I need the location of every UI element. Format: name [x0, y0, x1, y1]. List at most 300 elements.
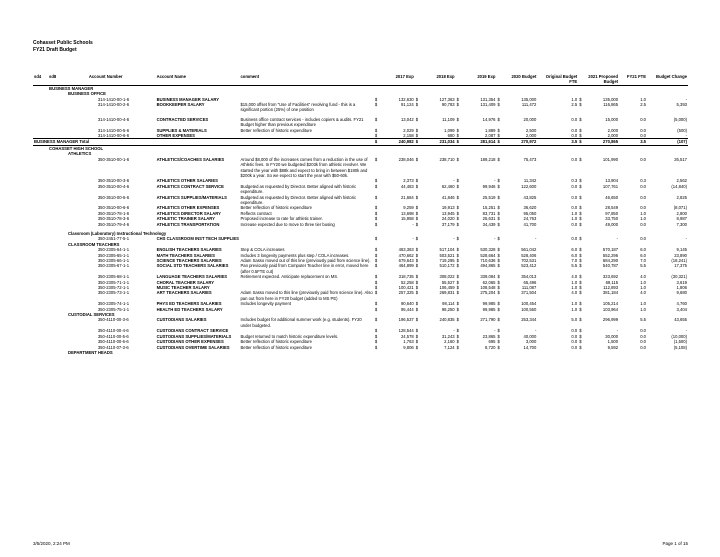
2018-exp: 308,022 [439, 274, 455, 280]
currency-symbol: $ [374, 328, 378, 334]
currency-symbol: $ [415, 247, 419, 253]
currency-symbol: $ [374, 127, 378, 133]
account-name: CHORAL TEACHER SALARY [156, 279, 215, 285]
currency-symbol: $ [415, 96, 419, 102]
sd8-cell [48, 157, 88, 179]
currency-symbol: $ [456, 210, 459, 216]
table-row [33, 317, 688, 328]
2019-exp-cell [456, 183, 500, 195]
currency-symbol: $ [415, 139, 419, 145]
fy21-fte: 0.0 [640, 183, 647, 189]
2017-exp: 470,662 [398, 252, 414, 258]
col-comment: comment [240, 74, 260, 79]
sd4-cell [33, 102, 48, 113]
budget-change: 9,680 [676, 290, 687, 296]
account-number: 350-2305-68-1-1 [97, 274, 130, 280]
budget-change: 26,517 [674, 156, 687, 162]
section-label: COHASSET HIGH SCHOOL [49, 145, 104, 151]
currency-symbol: $ [579, 285, 582, 291]
currency-symbol: $ [497, 133, 500, 139]
currency-symbol: $ [497, 210, 500, 216]
budget-change: (1,500) [673, 339, 687, 345]
original-budget-fte: 0.0 [571, 156, 578, 162]
currency-symbol: $ [497, 252, 500, 258]
budget-change: 4,760 [676, 301, 687, 307]
section-label: ATHLETICS [68, 151, 92, 157]
2018-exp: - [453, 328, 455, 334]
original-budget-fte: 1.0 [571, 216, 578, 222]
2019-exp: 14,976 [482, 116, 496, 122]
2019-exp: 695 [488, 339, 496, 345]
comment: Increase expected due to move to three tier busing [240, 221, 335, 227]
currency-symbol: $ [579, 194, 582, 200]
currency-symbol: $ [456, 339, 459, 345]
budget-change: 9,145 [676, 247, 687, 253]
total-budget-change: (107) [647, 139, 688, 145]
sd4-cell [33, 184, 48, 195]
currency-symbol: $ [456, 306, 459, 312]
currency-symbol: $ [456, 247, 459, 253]
currency-symbol: $ [415, 210, 419, 216]
account-number: 350-2305-67-1-1 [97, 263, 130, 269]
2019-exp: 108,548 [480, 285, 496, 291]
budget-change: (500) [677, 127, 687, 133]
section-label: CUSTODIAL SERVICES [68, 312, 115, 318]
currency-symbol: $ [374, 290, 378, 296]
2019-exp: 189,218 [480, 156, 496, 162]
account-name: CUSTODIANS CONTRACT SERVICE [156, 328, 229, 334]
2019-exp: 530,328 [480, 247, 496, 253]
2021-proposed-budget: 13,904 [605, 178, 619, 184]
comment: Better reflection of historic expenditure [240, 344, 312, 350]
currency-symbol: $ [374, 210, 378, 216]
2021-proposed-budget: 684,290 [602, 258, 619, 263]
2019-exp: 710,636 [480, 258, 496, 263]
comment: Retirement expected. Anticipate replacement on MS. [240, 274, 339, 280]
currency-symbol: $ [497, 221, 500, 227]
currency-symbol: $ [579, 210, 582, 216]
table-row [33, 263, 688, 274]
2017-exp: 44,483 [400, 183, 414, 189]
account-name: MUSIC TEACHER SALARY [156, 285, 210, 291]
2020-budget: 111,087 [521, 285, 537, 291]
currency-symbol: $ [579, 139, 582, 145]
2021-proposed-budget: 9,592 [607, 344, 619, 350]
fy21-fte: 4.0 [640, 274, 647, 280]
currency-symbol: $ [415, 216, 419, 222]
currency-symbol: $ [579, 328, 582, 334]
2018-exp-cell [415, 157, 456, 179]
comment: Includes budget for additional summer work (e.g. students). FY20 under budgeted. [240, 317, 362, 328]
2017-exp: 52,258 [400, 279, 414, 285]
account-name: HEALTH ED TEACHERS SALARY [156, 306, 223, 312]
2021-proposed-budget: 570,187 [602, 247, 619, 253]
account-number: 350-2305-65-1-1 [97, 252, 130, 258]
2021-proposed-budget: 15,000 [605, 116, 619, 122]
2017-exp: 100,421 [398, 285, 414, 291]
account-name: SOCIAL STD TEACHERS SALARIES [156, 263, 229, 269]
budget-change: (18,241) [671, 258, 687, 263]
currency-symbol: $ [497, 333, 500, 339]
account-name: SCIENCE TEACHERS SALARIES [156, 258, 222, 263]
comment: Around $8,000 of the increases comes from a reduction in the use of Athletic fees. In FY20 we budgeted $203k from athletic revolver. We started the year with $88k and expect to bring in between $180k and $200k a year. So we expect to start the year with $50-60k. [240, 156, 368, 178]
account-number: 314-1410-00-4-6 [97, 116, 130, 122]
col-original-budget-fte: Original Budget FTE [545, 74, 578, 85]
account-number: 350-3510-00-1-6 [97, 156, 130, 162]
currency-symbol: $ [456, 183, 459, 189]
currency-symbol: $ [497, 328, 500, 334]
currency-symbol: $ [415, 258, 419, 263]
currency-symbol: $ [415, 263, 419, 269]
original-budget-fte: 0.0 [571, 205, 578, 211]
2017-exp: 238,046 [398, 156, 414, 162]
2019-exp: 528,664 [480, 252, 496, 258]
2020-budget: - [534, 236, 537, 242]
currency-symbol: $ [456, 328, 459, 334]
account-name: CONTRACTED SERVICES [156, 116, 209, 122]
2017-exp: 95,444 [400, 306, 414, 312]
table-row [33, 157, 688, 179]
fy21-fte: 1.0 [640, 210, 647, 216]
original-budget-fte: 0.0 [571, 221, 578, 227]
2018-exp-cell [415, 195, 456, 206]
2018-exp: 98,114 [442, 301, 455, 307]
fy21-fte: 1.0 [640, 301, 647, 307]
sd8-cell [48, 195, 88, 206]
original-budget-fte: 7.0 [571, 258, 578, 263]
currency-symbol: $ [497, 178, 500, 184]
fy21-fte: 0.0 [640, 156, 647, 162]
2017-exp-cell [374, 184, 415, 195]
2019-exp: 23,865 [482, 333, 496, 339]
fy21-fte: 0.0 [640, 205, 647, 211]
original-budget-fte: 6.0 [571, 247, 578, 253]
2018-exp-cell [415, 263, 456, 274]
fy21-fte: 1.0 [640, 279, 647, 285]
2019-exp-cell [456, 317, 500, 328]
currency-symbol: $ [415, 333, 419, 339]
account-name: ENGLISH TEACHERS SALARIES [156, 247, 222, 253]
currency-symbol: $ [456, 274, 459, 280]
2018-exp: 31,243 [441, 333, 455, 339]
currency-symbol: $ [497, 274, 500, 280]
2018-exp-cell [415, 117, 456, 128]
2019-exp: 339,084 [480, 274, 496, 280]
2019-exp: 83,731 [482, 210, 496, 216]
original-budget-fte: 1.0 [571, 301, 578, 307]
currency-symbol: $ [497, 236, 500, 242]
comment: Step & COLA increases [240, 247, 285, 253]
2017-exp: 2,158 [403, 133, 414, 139]
sd4-cell [33, 117, 48, 128]
2019-exp: 34,439 [482, 221, 496, 227]
currency-symbol: $ [374, 194, 378, 200]
2018-exp: 2,160 [444, 339, 455, 345]
account-name: ATHLETICS SUPPLIES/MATERIALS [156, 194, 227, 200]
2020-budget: 100,454 [521, 301, 537, 307]
2019-exp-cell [456, 263, 500, 274]
original-budget-fte: 1.0 [571, 96, 578, 102]
2017-exp: 21,684 [400, 194, 414, 200]
currency-symbol: $ [456, 333, 459, 339]
original-budget-fte: 1.0 [571, 279, 578, 285]
account-number: 350-2305-73-1-1 [97, 290, 130, 296]
currency-symbol: $ [497, 247, 500, 253]
original-budget-fte: 1.0 [571, 306, 578, 312]
fy21-fte: 1.0 [640, 96, 647, 102]
budget-change: 7,300 [676, 221, 687, 227]
2017-exp: 1,763 [403, 339, 414, 345]
section-label: Classroom (Laboratory) Instructional Technology [68, 230, 167, 236]
account-name: ATHLETIC TRAINER SALARY [156, 216, 215, 222]
currency-symbol: $ [456, 290, 459, 296]
fy21-fte: 7.0 [640, 258, 647, 263]
2021-proposed-budget: - [616, 236, 619, 242]
budget-change: (30,321) [671, 274, 687, 280]
2018-exp: 62,460 [441, 183, 455, 189]
currency-symbol: $ [579, 279, 582, 285]
budget-table [33, 74, 688, 355]
currency-symbol: $ [374, 333, 378, 339]
2021-proposed-budget: 107,761 [602, 183, 619, 189]
2020-budget-cell [496, 290, 537, 301]
account-number: 314-1410-00-2-6 [97, 102, 130, 108]
budget-change: - [685, 96, 687, 102]
2018-exp: 13,945 [441, 210, 455, 216]
fy21-fte: 1.0 [640, 285, 647, 291]
2021-proposed-budget: 103,964 [602, 306, 619, 312]
original-budget-fte: 0.0 [571, 183, 578, 189]
currency-symbol: $ [374, 263, 378, 269]
budget-rows [33, 85, 688, 355]
currency-symbol: $ [456, 263, 459, 269]
budget-change: 1,806 [676, 285, 687, 291]
currency-symbol: $ [374, 301, 378, 307]
fy21-fte: 6.0 [640, 247, 647, 253]
currency-symbol: $ [415, 178, 419, 184]
2017-exp: 90,640 [400, 301, 414, 307]
2019-exp: - [494, 236, 496, 242]
currency-symbol: $ [579, 116, 582, 122]
original-budget-fte: 0.0 [571, 116, 578, 122]
account-number: 350-2305-71-1-1 [97, 279, 130, 285]
2017-exp: 679,643 [398, 258, 414, 263]
2020-budget: 122,600 [521, 183, 537, 189]
budget-change: 43,655 [674, 317, 687, 323]
currency-symbol: $ [374, 216, 378, 222]
2020-budget-cell [496, 317, 537, 328]
2019-exp-cell [456, 194, 500, 206]
original-budget-fte: 0.0 [571, 339, 578, 345]
2018-exp: 7,124 [444, 344, 455, 350]
currency-symbol: $ [579, 301, 582, 307]
2020-budget-cell [496, 184, 537, 195]
2017-exp: 9,259 [403, 205, 414, 211]
currency-symbol: $ [456, 139, 459, 145]
account-number: 350-3510-00-6-6 [97, 205, 130, 211]
currency-symbol: $ [415, 221, 419, 227]
comment: Budgeted as requested by Director. Better aligned with historic expenditure. [240, 183, 357, 195]
currency-symbol: $ [415, 194, 419, 200]
account-name: ATHLETICS DIRECTOR SALARY [156, 210, 221, 216]
2021-proposed-budget: 112,893 [603, 285, 619, 291]
budget-change: (5,000) [673, 116, 687, 122]
2020-budget: 20,000 [523, 116, 537, 122]
2021-proposed-budget: 46,650 [605, 194, 619, 200]
2020-budget: 253,344 [521, 317, 537, 323]
currency-symbol: $ [579, 96, 582, 102]
2021-proposed-budget: 116,865 [603, 102, 619, 108]
currency-symbol: $ [415, 306, 419, 312]
fy21-fte: 0.0 [640, 328, 647, 334]
2019-exp: 275,204 [480, 290, 496, 296]
fy21-fte: 0.0 [640, 133, 647, 139]
2020-budget-cell [496, 102, 537, 113]
report-header [33, 40, 93, 54]
2019-exp: 25,519 [482, 194, 496, 200]
account-name: MATH TEACHERS SALARIES [156, 252, 215, 258]
total-original-fte: 3.5 [537, 139, 578, 145]
2017-exp-cell [374, 317, 415, 328]
account-number: 350-2305-74-1-1 [97, 301, 130, 307]
currency-symbol: $ [497, 290, 500, 296]
fy21-fte: 0.0 [640, 236, 647, 242]
original-budget-fte: 5.5 [571, 263, 578, 269]
fy21-fte: 0.0 [640, 116, 647, 122]
2018-exp: 127,363 [439, 96, 455, 102]
budget-change: 23,890 [674, 252, 687, 258]
comment: Business office contract services - includes copiers & audits. FY21 Budget higher than previous expenditure [240, 116, 364, 128]
currency-symbol: $ [497, 194, 500, 200]
section-label: BUSINESS OFFICE [68, 91, 106, 97]
budget-change: - [685, 328, 687, 334]
original-budget-fte: 0.0 [571, 328, 578, 334]
currency-symbol: $ [415, 301, 419, 307]
currency-symbol: $ [579, 178, 582, 184]
2021-proposed-budget: 101,990 [602, 156, 619, 162]
section-row [33, 350, 688, 355]
account-name: BUSINESS MANAGER SALARY [156, 96, 220, 102]
2019-exp: - [494, 178, 496, 184]
currency-symbol: $ [374, 306, 378, 312]
report-title: FY21 Draft Budget [33, 47, 77, 53]
2021-proposed-budget: 30,000 [605, 333, 619, 339]
2020-budget: 36,620 [523, 205, 537, 211]
2017-exp-cell [374, 157, 415, 179]
currency-symbol: $ [579, 247, 582, 253]
fy21-fte: 0.0 [640, 127, 647, 133]
currency-symbol: $ [579, 216, 582, 222]
currency-symbol: $ [415, 102, 419, 108]
currency-symbol: $ [579, 258, 582, 263]
2021-proposed-budget: 28,549 [605, 205, 619, 211]
2018-exp-cell [415, 102, 456, 113]
2017-exp: 128,544 [398, 328, 414, 334]
section-label: CLASSROOM TEACHERS [68, 241, 120, 247]
currency-symbol: $ [374, 247, 378, 253]
col-account-number: Account Number [88, 74, 123, 79]
2017-exp: 463,363 [398, 247, 414, 253]
currency-symbol: $ [456, 258, 459, 263]
account-name: CUSTODIANS OVERTIME SALARIES [156, 344, 230, 350]
2021-proposed-budget: 1,500 [607, 339, 619, 345]
col-budget-change: Budget Change [656, 74, 687, 79]
2021-proposed-budget: 323,692 [602, 274, 619, 280]
currency-symbol: $ [374, 96, 378, 102]
currency-symbol: $ [456, 116, 459, 122]
2019-exp: 494,865 [480, 263, 496, 269]
fy21-fte: 1.0 [640, 216, 647, 222]
col-sd4: sd4 [34, 74, 42, 79]
account-number: 350-3510-00-3-6 [97, 178, 130, 184]
2019-exp: 62,065 [482, 279, 496, 285]
fy21-fte: 0.0 [640, 194, 647, 200]
currency-symbol: $ [456, 216, 459, 222]
2018-exp: - [453, 178, 455, 184]
print-timestamp: 3/5/2020, 2:24 PM [33, 541, 70, 546]
account-number: 350-2305-72-1-1 [97, 285, 130, 291]
comment: Adam Sasso moved out of this line (previously paid from science line). [240, 258, 371, 263]
2021-proposed-cell [578, 157, 619, 179]
col-account-name: Account Name [156, 74, 186, 79]
2018-exp: 240,835 [439, 317, 455, 323]
2018-exp: 517,104 [439, 247, 455, 253]
account-number: 350-2305-64-1-1 [97, 247, 130, 253]
comment: Better reflection of historic expenditure [240, 127, 312, 133]
currency-symbol: $ [374, 178, 378, 184]
budget-change: 3,404 [676, 306, 687, 312]
2021-proposed-budget: 135,000 [602, 96, 619, 102]
total-2017-exp: 240,982 [398, 139, 414, 145]
original-budget-fte: 0.3 [571, 178, 578, 184]
account-number: 314-1410-00-6-6 [97, 133, 130, 139]
currency-symbol: $ [579, 156, 582, 162]
2019-exp: 99,985 [482, 306, 496, 312]
col-2018-exp: 2018 Exp [436, 74, 455, 79]
2021-proposed-budget: 105,214 [602, 301, 619, 307]
currency-symbol: $ [374, 221, 378, 227]
account-number: 350-3510-78-3-6 [97, 216, 130, 222]
currency-symbol: $ [456, 252, 459, 258]
2017-exp-cell [374, 117, 415, 128]
currency-symbol: $ [415, 328, 419, 334]
currency-symbol: $ [579, 252, 582, 258]
budget-change: 2,800 [676, 210, 687, 216]
account-name: CHS CLASSROOM INST TECH SUPPLIES [156, 236, 239, 242]
currency-symbol: $ [415, 236, 419, 242]
currency-symbol: $ [415, 317, 419, 323]
currency-symbol: $ [579, 102, 582, 108]
2017-exp-cell [374, 195, 415, 206]
original-budget-fte: 1.0 [571, 285, 578, 291]
original-budget-fte: 5.0 [571, 317, 578, 323]
2018-exp: 238,710 [439, 156, 455, 162]
2017-exp: 464,899 [398, 263, 414, 269]
2017-exp: 318,735 [398, 274, 414, 280]
budget-change: (8,071) [673, 205, 687, 211]
currency-symbol: $ [579, 339, 582, 345]
total-fy21-fte: 3.5 [619, 139, 647, 145]
comment: Adam Sasso moved to this line (previously paid from science line). Also pan out from here in FY20 budget (added to MS PE) [240, 290, 373, 301]
comment: Budgeted as requested by Director. Better aligned with historic expenditure. [240, 194, 357, 205]
table-row [33, 195, 688, 206]
comment: Reflects contract [240, 210, 272, 216]
2017-exp: 132,630 [398, 96, 414, 102]
budget-change: 2,825 [676, 194, 687, 200]
currency-symbol: $ [497, 127, 500, 133]
currency-symbol: $ [497, 285, 500, 291]
2021-proposed-budget: 97,850 [605, 210, 619, 216]
